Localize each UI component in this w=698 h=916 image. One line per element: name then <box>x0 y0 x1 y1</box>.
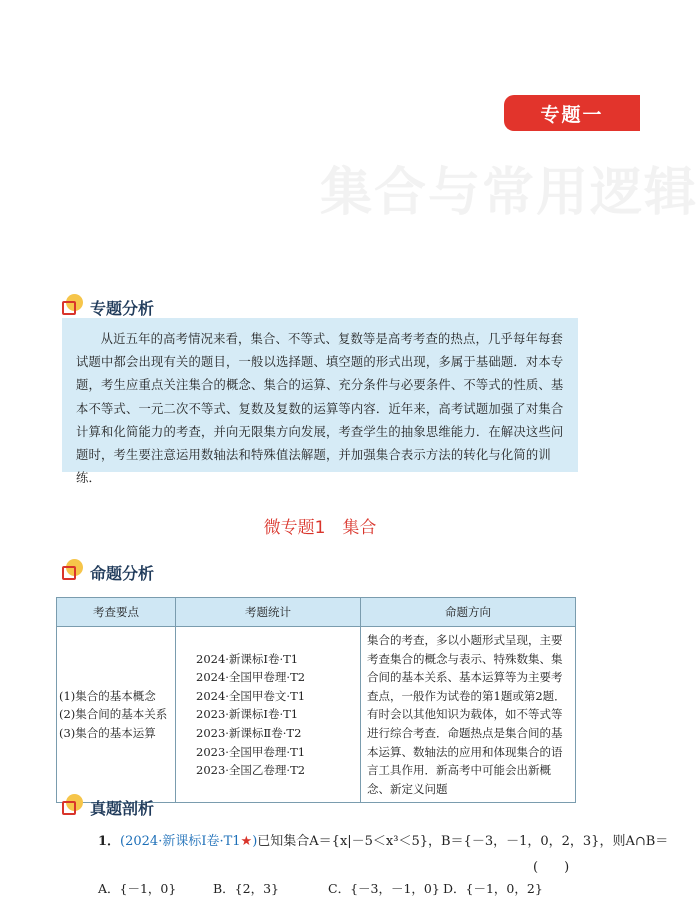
question-stem: 已知集合A＝{x|－5＜x³＜5}，B＝{－3，－1，0，2，3}，则A∩B＝ <box>257 834 669 849</box>
option-a[interactable]: A．{－1，0} <box>98 881 177 896</box>
star-icon: ★ <box>240 834 253 849</box>
proposition-table <box>56 597 576 803</box>
analysis-paragraph: 从近五年的高考情况来看，集合、不等式、复数等是高考考查的热点，几乎每年每套试题中都会出现有关的题目，一般以选择题、填空题的形式出现，多属于基础题．对本专题，考生应重点关注集合的概念、集合的运算、充分条件与必要条件、不等式的性质、基本不等式、一元二次不等式、复数及复数的运算等内容．近年来，高考试题加强了对集合计算和化简能力的考查，并向无限集方向发展，考查学生的抽象思维能力．在解决这些问题时，考生要注意运用数轴法和特殊值法解题，并加强集合表示方法的转化与化简的训练． <box>76 332 564 486</box>
question-source-close: ) <box>252 834 258 849</box>
header-stats: 考题统计 <box>176 598 361 627</box>
stat-item: 2023·新课标Ⅱ卷·T2 <box>196 725 302 740</box>
watermark-title: 集合与常用逻辑 <box>320 163 698 223</box>
analysis-heading <box>62 296 154 319</box>
stat-item: 2024·全国甲卷文·T1 <box>196 688 306 703</box>
point-item: (3)集合的基本运算 <box>59 725 156 740</box>
section-icon <box>62 563 82 583</box>
question-1 <box>98 830 668 849</box>
option-b[interactable]: B．{2，3} <box>213 881 279 896</box>
real-questions-title: 真题剖析 <box>90 799 155 818</box>
stat-item: 2024·新课标Ⅰ卷·T1 <box>196 651 299 666</box>
stat-item: 2023·全国甲卷理·T1 <box>196 744 306 759</box>
option-d[interactable]: D．{－1，0，2} <box>443 881 543 896</box>
stat-item: 2023·新课标Ⅰ卷·T1 <box>196 707 299 722</box>
stats-cell <box>176 627 361 803</box>
analysis-title: 专题分析 <box>90 299 155 318</box>
options-row <box>98 879 558 897</box>
micro-topic-title: 微专题1 集合 <box>263 518 377 538</box>
point-item: (1)集合的基本概念 <box>59 688 156 703</box>
point-item: (2)集合间的基本关系 <box>59 707 168 722</box>
section-icon <box>62 798 82 818</box>
question-source: (2024·新课标Ⅰ卷·T1 <box>120 834 241 849</box>
stat-item: 2023·全国乙卷理·T2 <box>196 763 306 778</box>
real-questions-heading <box>62 796 154 819</box>
section-icon <box>62 298 82 318</box>
stat-item: 2024·全国甲卷理·T2 <box>196 670 306 685</box>
proposition-title: 命题分析 <box>90 564 155 583</box>
points-cell <box>57 627 176 803</box>
question-number: 1． <box>98 834 121 849</box>
option-c[interactable]: C．{－3，－1，0} <box>328 881 440 896</box>
answer-blank: ( ) <box>533 860 570 875</box>
header-points: 考查要点 <box>57 598 176 627</box>
analysis-box <box>62 318 578 486</box>
table-row <box>57 627 576 803</box>
proposition-heading <box>62 561 154 584</box>
direction-cell: 集合的考查，多以小题形式呈现，主要考查集合的概念与表示、特殊数集、集合间的基本关系、基本运算等为主要考查点，一般作为试卷的第1题或第2题．有时会以其他知识为载体，如不等式等进行综合考查．命题热点是集合间的基本运算、数轴法的应用和体现集合的语言工具作用．新高考中可能会出新概念、新定义问题 <box>361 627 576 803</box>
header-direction: 命题方向 <box>361 598 576 627</box>
topic-tab: 专题一 <box>504 95 640 131</box>
